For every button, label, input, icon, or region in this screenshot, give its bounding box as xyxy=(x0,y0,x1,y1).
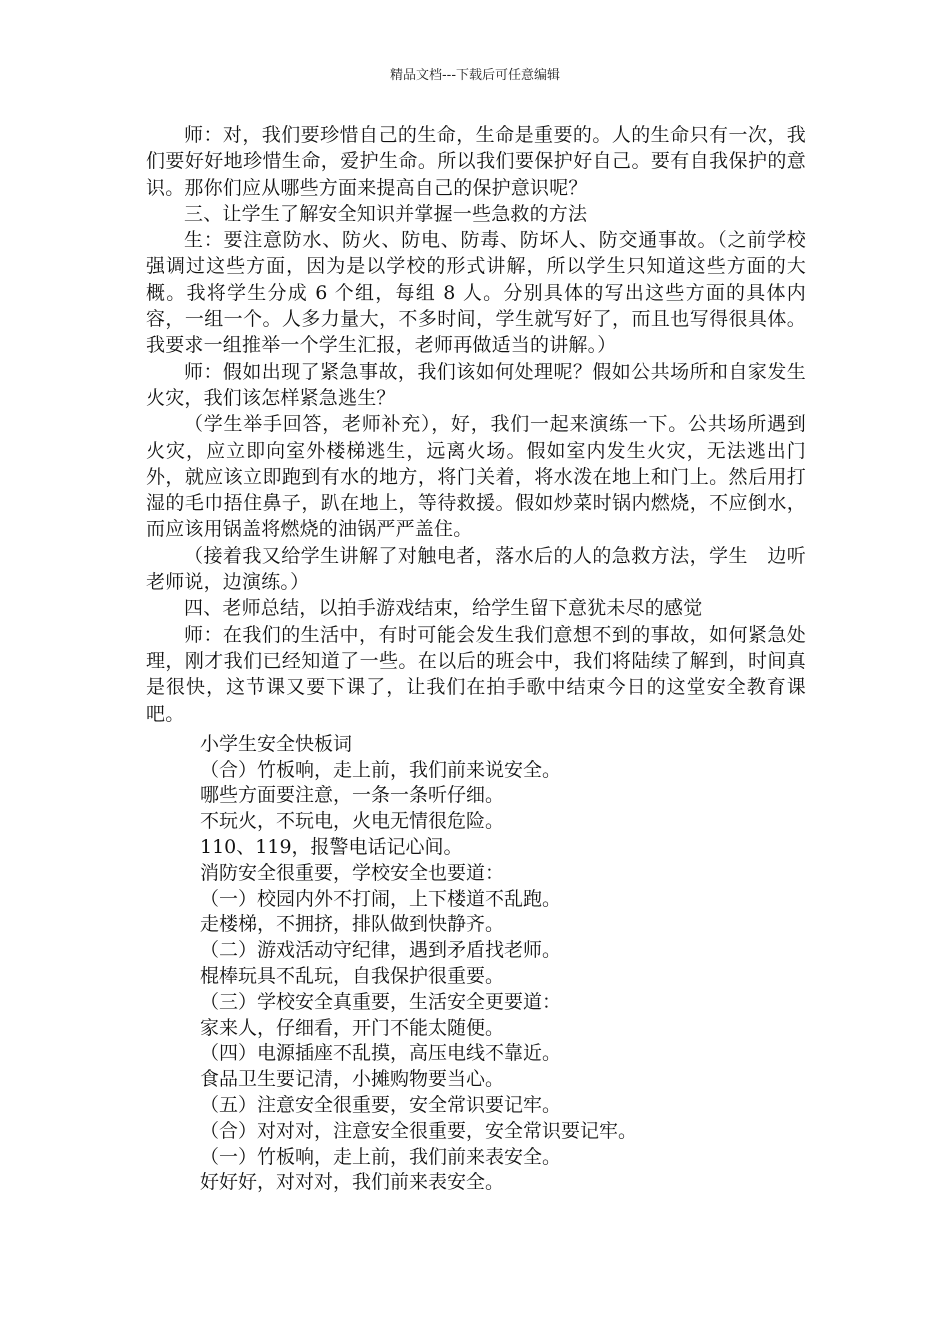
section-heading-safety-knowledge: 三、让学生了解安全知识并掌握一些急救的方法 xyxy=(184,202,588,225)
verse-line: （一）校园内外不打闹，上下楼道不乱跑。 xyxy=(200,887,562,910)
page-header: 精品文档---下载后可任意编辑 xyxy=(389,68,561,83)
document-body xyxy=(146,122,826,1196)
verse-line: 哪些方面要注意，一条一条听仔细。 xyxy=(200,784,505,807)
paragraph-student-groups: 生：要注意防水、防火、防电、防毒、防坏人、防交通事故。（之前学校强调过这些方面，因为是以学校的形式讲解，所以学生只知道这些方面的大概。我将学生分成 6 个组，每组 8 人。分别具体的写出这些方面的具体内容，一组一个。人多力量大，不多时间，学生就写好了，而且也写得很具体。我要求一组推举一个学生汇报，老师再做适当的讲解。） xyxy=(146,229,806,357)
verse-line: （三）学校安全真重要，生活安全更要道： xyxy=(200,990,562,1013)
paragraph-fire-drill: （学生举手回答，老师补充），好，我们一起来演练一下。公共场所遇到火灾，应立即向室外楼梯逃生，远离火场。假如室内发生火灾，无法逃出门外，就应该立即跑到有水的地方，将门关着，将水泼在地上和门上。然后用打湿的毛巾捂住鼻子，趴在地上，等待救援。假如炒菜时锅内燃烧，不应倒水，而应该用锅盖将燃烧的油锅严严盖住。 xyxy=(146,413,806,541)
paragraph-teacher-summary: 师：在我们的生活中，有时可能会发生我们意想不到的事故，如何紧急处理，刚才我们已经知道了一些。在以后的班会中，我们将陆续了解到，时间真是很快，这节课又要下课了，让我们在拍手歌中结束今日的这堂安全教育课吧。 xyxy=(146,623,806,725)
verse-line: 棍棒玩具不乱玩，自我保护很重要。 xyxy=(200,965,505,987)
verse-line: （合）竹板响，走上前，我们前来说安全。 xyxy=(200,758,562,781)
verse-line: 110、119，报警电话记心间。 xyxy=(200,836,463,859)
verse-line: （二）游戏活动守纪律，遇到矛盾找老师。 xyxy=(200,939,562,962)
paragraph-first-aid: （接着我又给学生讲解了对触电者，落水后的人的急救方法，学生 边听 老师说，边演练。） xyxy=(146,544,826,594)
verse-line: 消防安全很重要，学校安全也要道： xyxy=(200,861,505,884)
verse-line: （五）注意安全很重要，安全常识要记牢。 xyxy=(200,1093,562,1116)
paragraph-protection-awareness: 师：对，我们要珍惜自己的生命，生命是重要的。人的生命只有一次，我们要好好地珍惜生命，爱护生命。所以我们要保护好自己。要有自我保护的意识。那你们应从哪些方面来提高自己的保护意识呢？ xyxy=(146,124,806,199)
section-heading-summary: 四、老师总结，以拍手游戏结束，给学生留下意犹未尽的感觉 xyxy=(184,597,703,620)
verse-line: 家来人，仔细看，开门不能太随便。 xyxy=(200,1016,505,1039)
verse-line: 不玩火，不玩电，火电无情很危险。 xyxy=(200,810,505,833)
verse-title: 小学生安全快板词 xyxy=(200,732,353,755)
verse-line: 走楼梯，不拥挤，排队做到快静齐。 xyxy=(200,913,505,936)
verse-line: （合）对对对，注意安全很重要，安全常识要记牢。 xyxy=(200,1119,638,1142)
clapper-verse-block xyxy=(146,732,806,1196)
verse-line: 食品卫生要记清，小摊购物要当心。 xyxy=(200,1068,505,1091)
verse-line: 好好好，对对对，我们前来表安全。 xyxy=(200,1171,505,1194)
paragraph-emergency-question: 师：假如出现了紧急事故，我们该如何处理呢？假如公共场所和自家发生火灾，我们该怎样紧急逃生？ xyxy=(146,360,806,409)
verse-line: （四）电源插座不乱摸，高压电线不靠近。 xyxy=(200,1042,562,1065)
verse-line: （一）竹板响，走上前，我们前来表安全。 xyxy=(200,1145,562,1168)
